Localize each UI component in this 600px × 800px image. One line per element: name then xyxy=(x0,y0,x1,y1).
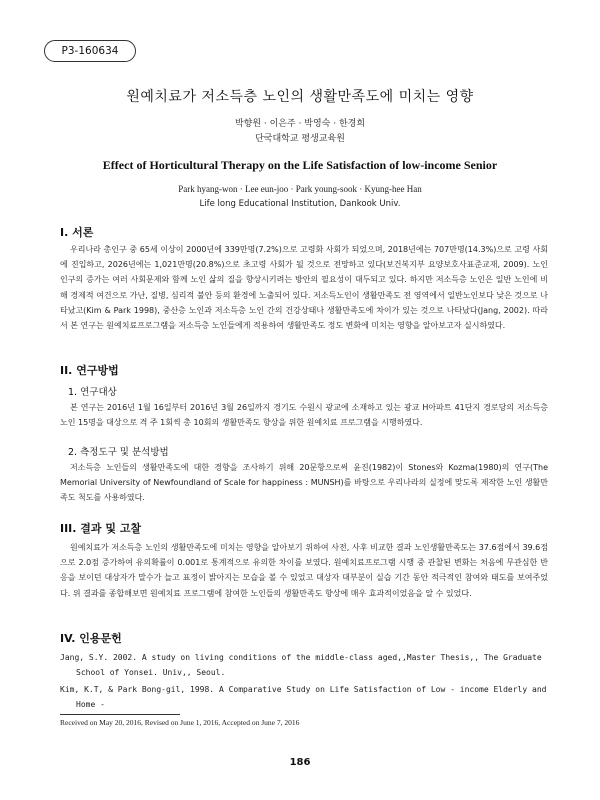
subjects-paragraph: 본 연구는 2016년 1월 16일부터 2016년 3월 26일까지 경기도 수원시 광교에 소재하고 있는 광교 H아파트 41단지 경로당의 저소득층 노인 15명을 대상으로 격 주 1회씩 총 10회의 생활만족도 향상을 위한 원예치료 프로그램을 시행하였다. xyxy=(60,403,548,428)
subsection-heading-subjects: 1. 연구대상 xyxy=(68,387,117,398)
page-number: 186 xyxy=(289,757,311,768)
affiliation-english: Life long Educational Institution, Dankook Univ. xyxy=(199,199,401,209)
reference-item: Kim, K.T, & Park Bong-gil, 1998. A Comparative Study on Life Satisfaction of Low - income Elderly and Home - xyxy=(60,685,547,709)
intro-paragraph: 우리나라 총인구 중 65세 이상이 2000년에 339만명(7.2%)으로 고령화 사회가 되었으며, 2018년에는 707만명(14.3%)으로 고령 사회에 진입하고, 2026년에는 1,021만명(20.8%)으로 초고령 사회가 될 것으로 전망하고 있다(보건복지부 요양보호사표준교재, 2009). 노인 인구의 증가는 여러 사회문제와 함께 노인 삶의 질을 향상시키려는 방안의 필요성이 대두되고 있다. 하지만 저소득층 노인은 일반 노인에 비해 경제적 여건으로 가난, 질병, 심리적 불안 등의 환경에 노출되어 있다. 저소득노인이 생활만족도 전 영역에서 일반노인보다 낮은 것으로 나타났고(Kim & Park 1998), 중산층 노인과 저소득층 노인 간의 건강상태나 생활만족도에 차이가 있는 것으로 나타났다(Jang, 2002). 따라서 본 연구는 원예치료프로그램을 저소득층 노인들에게 적용하여 생활만족도 정도 변화에 미치는 영향을 알아보고자 실시하였다. xyxy=(60,245,548,331)
results-paragraph: 원예치료가 저소득층 노인의 생활만족도에 미치는 영향을 알아보기 위하여 사전, 사후 비교한 결과 노인생활만족도는 37.6점에서 39.6점으로 2.0점 증가하여 유의확률이 0.001로 통계적으로 유의한 차이를 보였다. 원예치료프로그램 시행 중 관찰된 변화는 처음에 무관심한 반응을 보이던 대상자가 말수가 늘고 표정이 밝아지는 모습을 볼 수 있었고 대상자 대부분이 실습 기간 동안 적극적인 참여와 태도를 보여주었다. 위 결과를 종합해보면 원예치료 프로그램에 참여한 노인들의 생활만족도 향상에 매우 효과적이었음을 알 수 있었다. xyxy=(60,543,548,598)
section-heading-methods: II. 연구방법 xyxy=(60,364,119,377)
footnote-divider xyxy=(60,714,180,715)
affiliation-korean: 단국대학교 평생교육원 xyxy=(255,134,345,144)
subsection-heading-measures: 2. 측정도구 및 분석방법 xyxy=(68,447,169,458)
title-english: Effect of Horticultural Therapy on the Life Satisfaction of low-income Senior xyxy=(102,158,498,172)
section-heading-references: IV. 인용문헌 xyxy=(60,632,122,645)
title-korean: 원예치료가 저소득층 노인의 생활만족도에 미치는 영향 xyxy=(126,89,474,105)
received-dates: Received on May 20, 2016, Revised on June 1, 2016, Accepted on June 7, 2016 xyxy=(60,718,300,727)
section-heading-results: III. 결과 및 고찰 xyxy=(60,522,142,535)
measures-paragraph: 저소득층 노인들의 생활만족도에 대한 경향을 조사하기 위해 20문항으로써 윤진(1982)이 Stones와 Kozma(1980)의 연구(The Memorial University of Newfoundland of Scale for happiness : MUNSH)를 바탕으로 우리나라의 실정에 맞도록 제작한 노인 생활만족도 척도를 사용하였다. xyxy=(60,463,548,503)
authors-korean: 박향원 · 이은주 · 박영숙 · 한경희 xyxy=(234,119,366,129)
authors-english: Park hyang-won · Lee eun-joo · Park young-sook · Kyung-hee Han xyxy=(178,184,422,194)
reference-item: Jang, S.Y. 2002. A study on living conditions of the middle-class aged,,Master Thesis,, The Graduate School of Yonsei. Univ,, Seoul. xyxy=(60,653,542,677)
section-heading-intro: I. 서론 xyxy=(60,226,94,239)
paper-id-badge: P3-160634 xyxy=(44,40,136,62)
